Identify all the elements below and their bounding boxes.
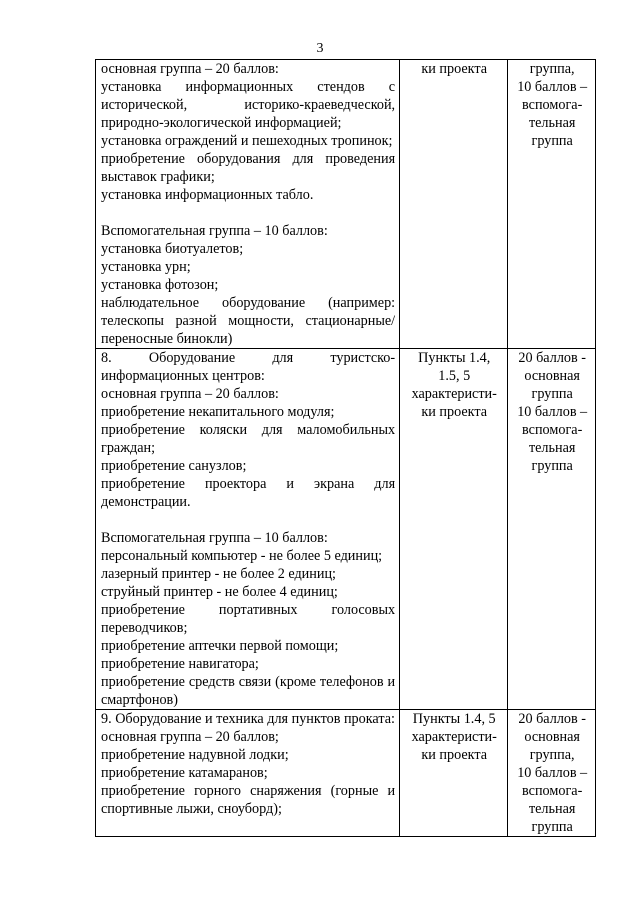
cell-line: наблюдательное оборудование (например: телескопы разной мощности, стационарные/переносные бинокли) [101, 295, 396, 347]
cell-line: приобретение надувной лодки; [101, 747, 289, 763]
cell-line: 20 баллов - [518, 711, 586, 727]
criteria-cell [96, 710, 400, 837]
cell-line: группа, [529, 61, 575, 77]
cell-line: группа [531, 386, 573, 402]
cell-line: 10 баллов – [517, 79, 588, 95]
blank-line [101, 204, 395, 222]
cell-line: группа [531, 133, 573, 149]
cell-line: приобретение средств связи (кроме телефонов и смартфонов) [101, 674, 396, 708]
cell-line: вспомога- [522, 422, 583, 438]
cell-line: Пункты 1.4, [418, 350, 491, 366]
cell-line: приобретение проектора и экрана для демонстрации. [101, 476, 396, 510]
criteria-cell [96, 349, 400, 710]
items-cell [400, 349, 508, 710]
cell-line: характеристи- [411, 729, 497, 745]
cell-line: вспомога- [522, 97, 583, 113]
cell-line: группа [531, 819, 573, 835]
points-cell [508, 710, 596, 837]
cell-line: приобретение некапитального модуля; [101, 404, 335, 420]
cell-line: Вспомогательная группа – 10 баллов: [101, 530, 328, 546]
cell-line: установка информационных стендов с исторической, историко-краеведческой, природно-экологической информацией; [101, 79, 396, 131]
cell-line: ки проекта [421, 404, 488, 420]
cell-line: приобретение аптечки первой помощи; [101, 638, 339, 654]
cell-line: тельная [528, 440, 576, 456]
cell-line: тельная [528, 801, 576, 817]
cell-line: персональный компьютер - не более 5 единиц; [101, 548, 383, 564]
cell-line: 10 баллов – [517, 765, 588, 781]
cell-line: основная группа – 20 баллов: [101, 386, 279, 402]
table-row [96, 349, 596, 710]
cell-line: 20 баллов - [518, 350, 586, 366]
cell-line: группа, [529, 747, 575, 763]
criteria-cell [96, 60, 400, 349]
points-cell [508, 349, 596, 710]
cell-line: приобретение портативных голосовых переводчиков; [101, 602, 396, 636]
cell-line: приобретение катамаранов; [101, 765, 268, 781]
cell-line: лазерный принтер - не более 2 единиц; [101, 566, 336, 582]
points-cell [508, 60, 596, 349]
blank-line [101, 511, 395, 529]
cell-line: основная группа – 20 баллов: [101, 61, 279, 77]
cell-line: установка ограждений и пешеходных тропинок; [101, 133, 393, 149]
table-row [96, 60, 596, 349]
table-row [96, 710, 596, 837]
cell-line: характеристи- [411, 386, 497, 402]
cell-line: 8. Оборудование для туристско-информационных центров: [101, 350, 396, 384]
criteria-table [95, 59, 596, 837]
cell-line: приобретение горного снаряжения (горные и спортивные лыжи, сноуборд); [101, 783, 396, 817]
cell-line: установка информационных табло. [101, 187, 314, 203]
cell-line: установка фотозон; [101, 277, 219, 293]
cell-line: вспомога- [522, 783, 583, 799]
cell-line: приобретение санузлов; [101, 458, 247, 474]
items-cell [400, 710, 508, 837]
cell-line: установка урн; [101, 259, 191, 275]
cell-line: основная [524, 368, 580, 384]
cell-line: основная [524, 729, 580, 745]
cell-line: приобретение оборудования для проведения выставок графики; [101, 151, 396, 185]
cell-line: установка биотуалетов; [101, 241, 244, 257]
cell-line: ки проекта [421, 747, 488, 763]
page-number: 3 [316, 41, 324, 56]
cell-line: Пункты 1.4, 5 [412, 711, 496, 727]
cell-line: приобретение навигатора; [101, 656, 259, 672]
cell-line: приобретение коляски для маломобильных граждан; [101, 422, 396, 456]
cell-line: группа [531, 458, 573, 474]
cell-line: 10 баллов – [517, 404, 588, 420]
cell-line: 1.5, 5 [438, 368, 471, 384]
cell-line: ки проекта [421, 61, 488, 77]
cell-line: Вспомогательная группа – 10 баллов: [101, 223, 328, 239]
cell-line: основная группа – 20 баллов; [101, 729, 279, 745]
items-cell [400, 60, 508, 349]
cell-line: струйный принтер - не более 4 единиц; [101, 584, 338, 600]
cell-line: тельная [528, 115, 576, 131]
cell-line: 9. Оборудование и техника для пунктов проката: [101, 711, 395, 727]
